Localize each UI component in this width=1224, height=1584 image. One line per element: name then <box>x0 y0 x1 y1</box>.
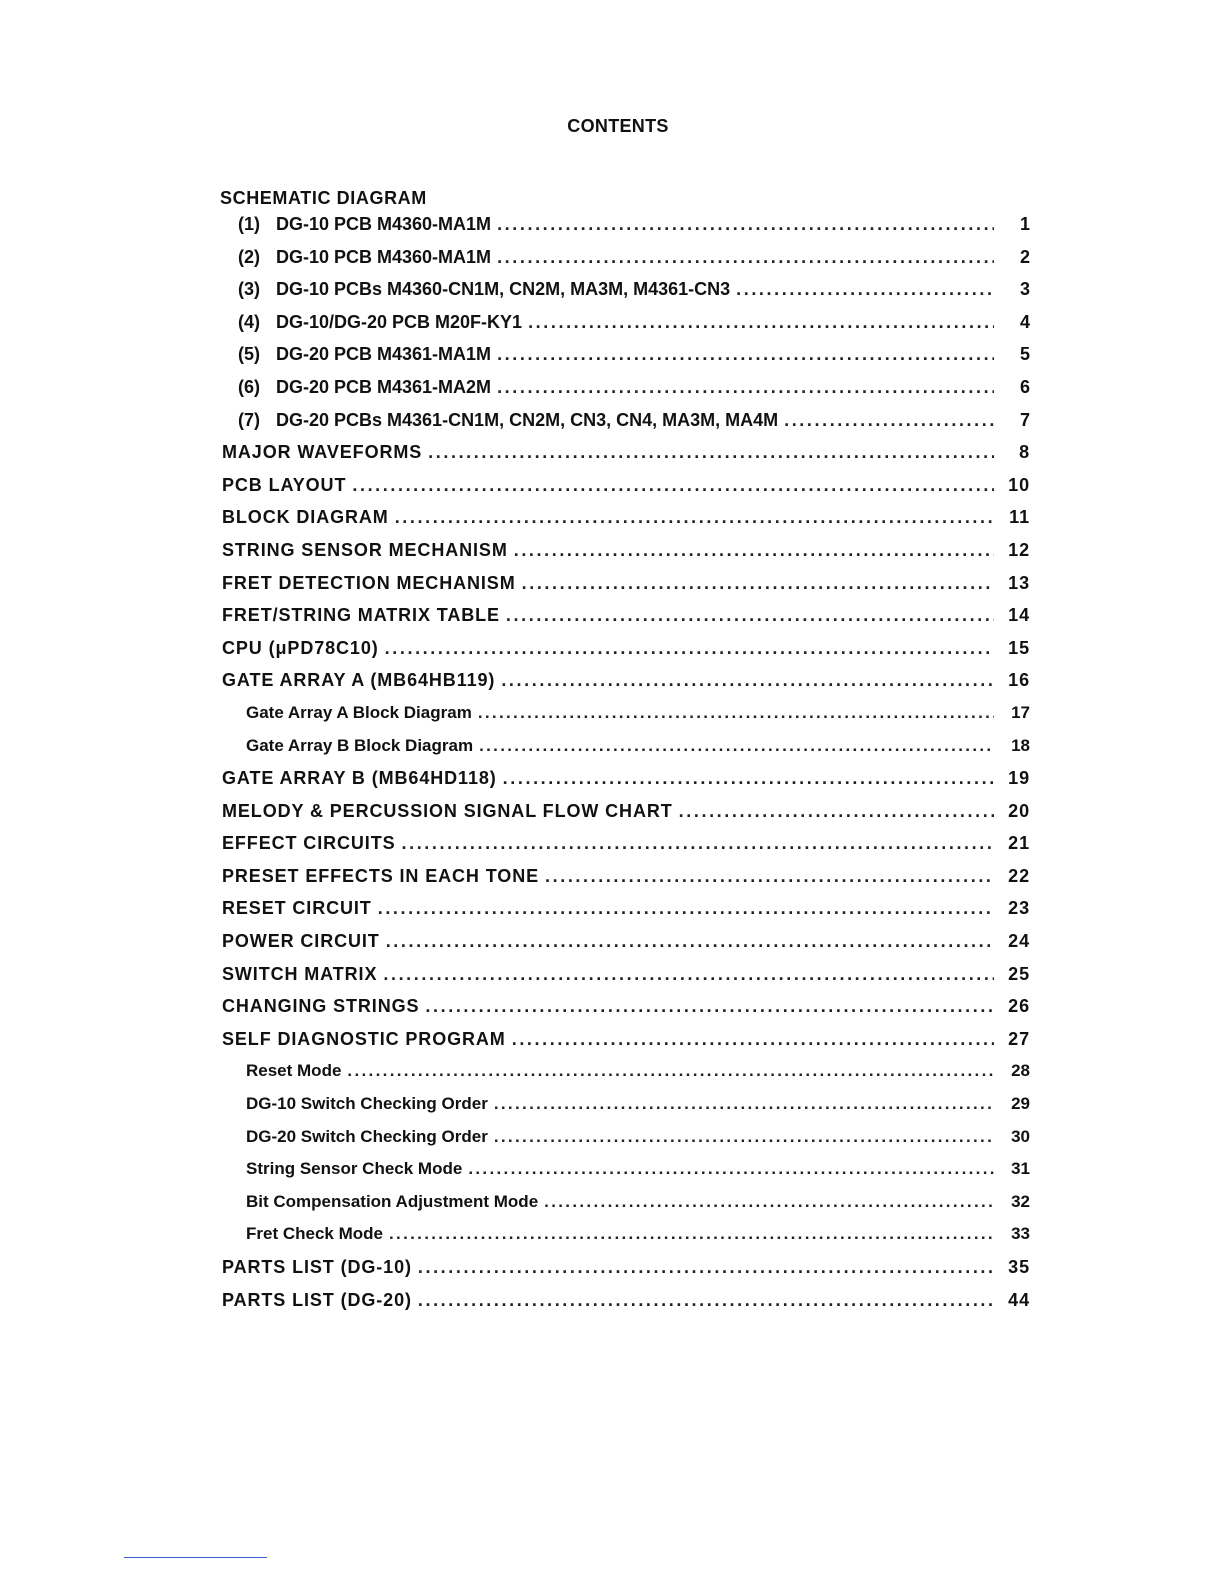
toc-entry-label: DG-20 PCBs M4361-CN1M, CN2M, CN3, CN4, MA3M, MA4M <box>276 409 779 430</box>
toc-entry-page-number: 23 <box>1008 898 1030 919</box>
toc-entry-page-number: 26 <box>1008 996 1030 1017</box>
toc-entry[interactable] <box>220 1192 1030 1225</box>
toc-entry-label: CHANGING STRINGS <box>222 996 420 1017</box>
dot-leader <box>425 996 994 1017</box>
toc-entry-label: DG-10 PCB M4360-MA1M <box>276 246 492 267</box>
dot-leader <box>479 736 994 756</box>
dot-leader <box>736 279 994 300</box>
dot-leader <box>514 540 994 561</box>
dot-leader <box>386 931 994 952</box>
toc-entry-page-number: 24 <box>1008 931 1030 952</box>
toc-entry[interactable] <box>220 214 1030 247</box>
toc-entry-page-number: 12 <box>1008 539 1030 560</box>
toc-entry-page-number: 13 <box>1008 572 1030 593</box>
toc-entry[interactable] <box>220 1224 1030 1257</box>
toc-entry-page-number: 6 <box>1019 376 1030 397</box>
toc-entry-label: SELF DIAGNOSTIC PROGRAM <box>222 1028 506 1049</box>
dot-leader <box>478 703 994 723</box>
toc-entry-label: PCB LAYOUT <box>222 474 347 495</box>
dot-leader <box>497 247 994 268</box>
toc-entry[interactable] <box>220 996 1030 1029</box>
toc-entry-label: DG-20 Switch Checking Order <box>246 1126 488 1146</box>
dot-leader <box>528 312 994 333</box>
toc-entry-page-number: 29 <box>1011 1094 1030 1114</box>
dot-leader <box>545 866 994 887</box>
toc-entry-page-number: 32 <box>1011 1191 1030 1211</box>
dot-leader <box>522 573 994 594</box>
toc-entry[interactable] <box>220 866 1030 899</box>
toc-entry[interactable] <box>220 344 1030 377</box>
section-heading-schematic-diagram: SCHEMATIC DIAGRAM <box>220 188 427 208</box>
toc-entry-label: POWER CIRCUIT <box>222 931 380 952</box>
toc-entry[interactable] <box>220 670 1030 703</box>
toc-entry-page-number: 19 <box>1008 768 1030 789</box>
toc-entry-page-number: 4 <box>1019 311 1030 332</box>
toc-entry-page-number: 33 <box>1011 1224 1030 1244</box>
toc-entry[interactable] <box>220 931 1030 964</box>
toc-entry[interactable] <box>220 475 1030 508</box>
toc-entry[interactable] <box>220 573 1030 606</box>
toc-entry-page-number: 16 <box>1008 670 1030 691</box>
dot-leader <box>395 507 994 528</box>
dot-leader <box>512 1029 994 1050</box>
toc-entry[interactable] <box>220 898 1030 931</box>
toc-entry-label: FRET/STRING MATRIX TABLE <box>222 605 500 626</box>
toc-entry-number: (4) <box>238 311 260 332</box>
toc-entry[interactable] <box>220 833 1030 866</box>
toc-entry-page-number: 17 <box>1011 702 1030 722</box>
toc-entry-page-number: 5 <box>1019 344 1030 365</box>
dot-leader <box>503 768 994 789</box>
dot-leader <box>497 377 994 398</box>
toc-entry-label: DG-10 PCBs M4360-CN1M, CN2M, MA3M, M4361-CN3 <box>276 279 731 300</box>
dot-leader <box>784 410 994 431</box>
toc-entry-page-number: 2 <box>1019 246 1030 267</box>
toc-entry[interactable] <box>220 377 1030 410</box>
toc-entry-label: RESET CIRCUIT <box>222 898 372 919</box>
toc-entry[interactable] <box>220 605 1030 638</box>
dot-leader <box>494 1127 994 1147</box>
toc-entry-page-number: 8 <box>1019 442 1030 463</box>
toc-entry-label: BLOCK DIAGRAM <box>222 507 389 528</box>
toc-entry[interactable] <box>220 410 1030 443</box>
toc-entry-page-number: 21 <box>1008 833 1030 854</box>
dot-leader <box>385 638 994 659</box>
dot-leader <box>418 1257 994 1278</box>
dot-leader <box>418 1290 994 1311</box>
dot-leader <box>506 605 994 626</box>
toc-entry-number: (7) <box>238 409 260 430</box>
toc-entry-label: DG-20 PCB M4361-MA2M <box>276 376 492 397</box>
toc-entry[interactable] <box>220 768 1030 801</box>
dot-leader <box>428 442 994 463</box>
toc-entry[interactable] <box>220 801 1030 834</box>
toc-entry-number: (5) <box>238 344 260 365</box>
toc-entry-label: EFFECT CIRCUITS <box>222 833 396 854</box>
toc-entry-label: Reset Mode <box>246 1061 342 1081</box>
toc-entry-label: DG-10 PCB M4360-MA1M <box>276 214 492 234</box>
dot-leader <box>494 1094 994 1114</box>
toc-entry-page-number: 20 <box>1008 800 1030 821</box>
toc-entry-label: CPU (μPD78C10) <box>222 637 379 658</box>
table-of-contents <box>220 214 1030 1322</box>
toc-entry-number: (3) <box>238 279 260 300</box>
toc-entry-page-number: 44 <box>1008 1289 1030 1310</box>
toc-entry-label: PARTS LIST (DG-20) <box>222 1289 412 1310</box>
toc-entry[interactable] <box>220 507 1030 540</box>
toc-entry[interactable] <box>220 1290 1030 1323</box>
toc-entry-page-number: 7 <box>1019 409 1030 430</box>
toc-entry[interactable] <box>220 312 1030 345</box>
toc-entry-page-number: 11 <box>1009 507 1030 528</box>
dot-leader <box>383 964 994 985</box>
toc-entry-page-number: 31 <box>1011 1159 1030 1179</box>
toc-entry-label: DG-10 Switch Checking Order <box>246 1094 488 1114</box>
toc-entry[interactable] <box>220 247 1030 280</box>
toc-entry-label: Bit Compensation Adjustment Mode <box>246 1191 539 1211</box>
toc-entry-label: MAJOR WAVEFORMS <box>222 442 423 463</box>
toc-entry-number: (1) <box>238 214 260 234</box>
dot-leader <box>679 801 994 822</box>
toc-entry[interactable] <box>220 1257 1030 1290</box>
dot-leader <box>352 475 994 496</box>
toc-entry-page-number: 1 <box>1019 214 1030 234</box>
toc-entry-label: DG-20 PCB M4361-MA1M <box>276 344 492 365</box>
toc-entry-page-number: 35 <box>1008 1257 1030 1277</box>
toc-entry[interactable] <box>220 1061 1030 1094</box>
dot-leader <box>497 214 994 235</box>
toc-entry-label: String Sensor Check Mode <box>246 1159 463 1179</box>
toc-entry-label: Gate Array A Block Diagram <box>246 702 472 722</box>
dot-leader <box>468 1159 994 1179</box>
toc-entry[interactable] <box>220 279 1030 312</box>
dot-leader <box>389 1224 994 1244</box>
toc-entry-label: MELODY & PERCUSSION SIGNAL FLOW CHART <box>222 800 673 821</box>
toc-entry-label: PARTS LIST (DG-10) <box>222 1257 412 1277</box>
toc-entry-label: Fret Check Mode <box>246 1224 383 1244</box>
toc-entry-page-number: 14 <box>1008 605 1030 626</box>
toc-entry-label: GATE ARRAY A (MB64HB119) <box>222 670 496 691</box>
dot-leader <box>378 898 994 919</box>
toc-entry[interactable] <box>220 1159 1030 1192</box>
toc-entry[interactable] <box>220 638 1030 671</box>
dot-leader <box>497 344 994 365</box>
toc-entry-label: FRET DETECTION MECHANISM <box>222 572 516 593</box>
toc-entry[interactable] <box>220 736 1030 769</box>
toc-entry-page-number: 28 <box>1011 1061 1030 1081</box>
toc-entry-label: DG-10/DG-20 PCB M20F-KY1 <box>276 311 523 332</box>
dot-leader <box>544 1192 994 1212</box>
footer-rule <box>124 1557 267 1558</box>
toc-entry-page-number: 15 <box>1008 637 1030 658</box>
toc-entry-page-number: 3 <box>1019 279 1030 300</box>
toc-entry-label: Gate Array B Block Diagram <box>246 735 474 755</box>
toc-entry-page-number: 10 <box>1008 474 1030 495</box>
toc-entry[interactable] <box>220 442 1030 475</box>
dot-leader <box>347 1061 994 1081</box>
toc-entry-label: SWITCH MATRIX <box>222 963 378 984</box>
toc-entry-page-number: 25 <box>1008 963 1030 984</box>
toc-entry-page-number: 22 <box>1008 865 1030 886</box>
toc-entry-number: (2) <box>238 246 260 267</box>
toc-entry[interactable] <box>220 703 1030 736</box>
toc-entry[interactable] <box>220 540 1030 573</box>
dot-leader <box>501 670 994 691</box>
toc-entry-label: STRING SENSOR MECHANISM <box>222 539 508 560</box>
toc-entry-page-number: 18 <box>1011 735 1030 755</box>
page-title: CONTENTS <box>567 116 669 136</box>
toc-entry-page-number: 30 <box>1011 1126 1030 1146</box>
toc-entry[interactable] <box>220 1094 1030 1127</box>
toc-entry-label: PRESET EFFECTS IN EACH TONE <box>222 865 540 886</box>
toc-entry-number: (6) <box>238 376 260 397</box>
toc-entry[interactable] <box>220 1127 1030 1160</box>
dot-leader <box>402 833 995 854</box>
toc-entry-page-number: 27 <box>1008 1028 1030 1049</box>
toc-entry[interactable] <box>220 964 1030 997</box>
toc-entry[interactable] <box>220 1029 1030 1062</box>
toc-entry-label: GATE ARRAY B (MB64HD118) <box>222 768 497 789</box>
